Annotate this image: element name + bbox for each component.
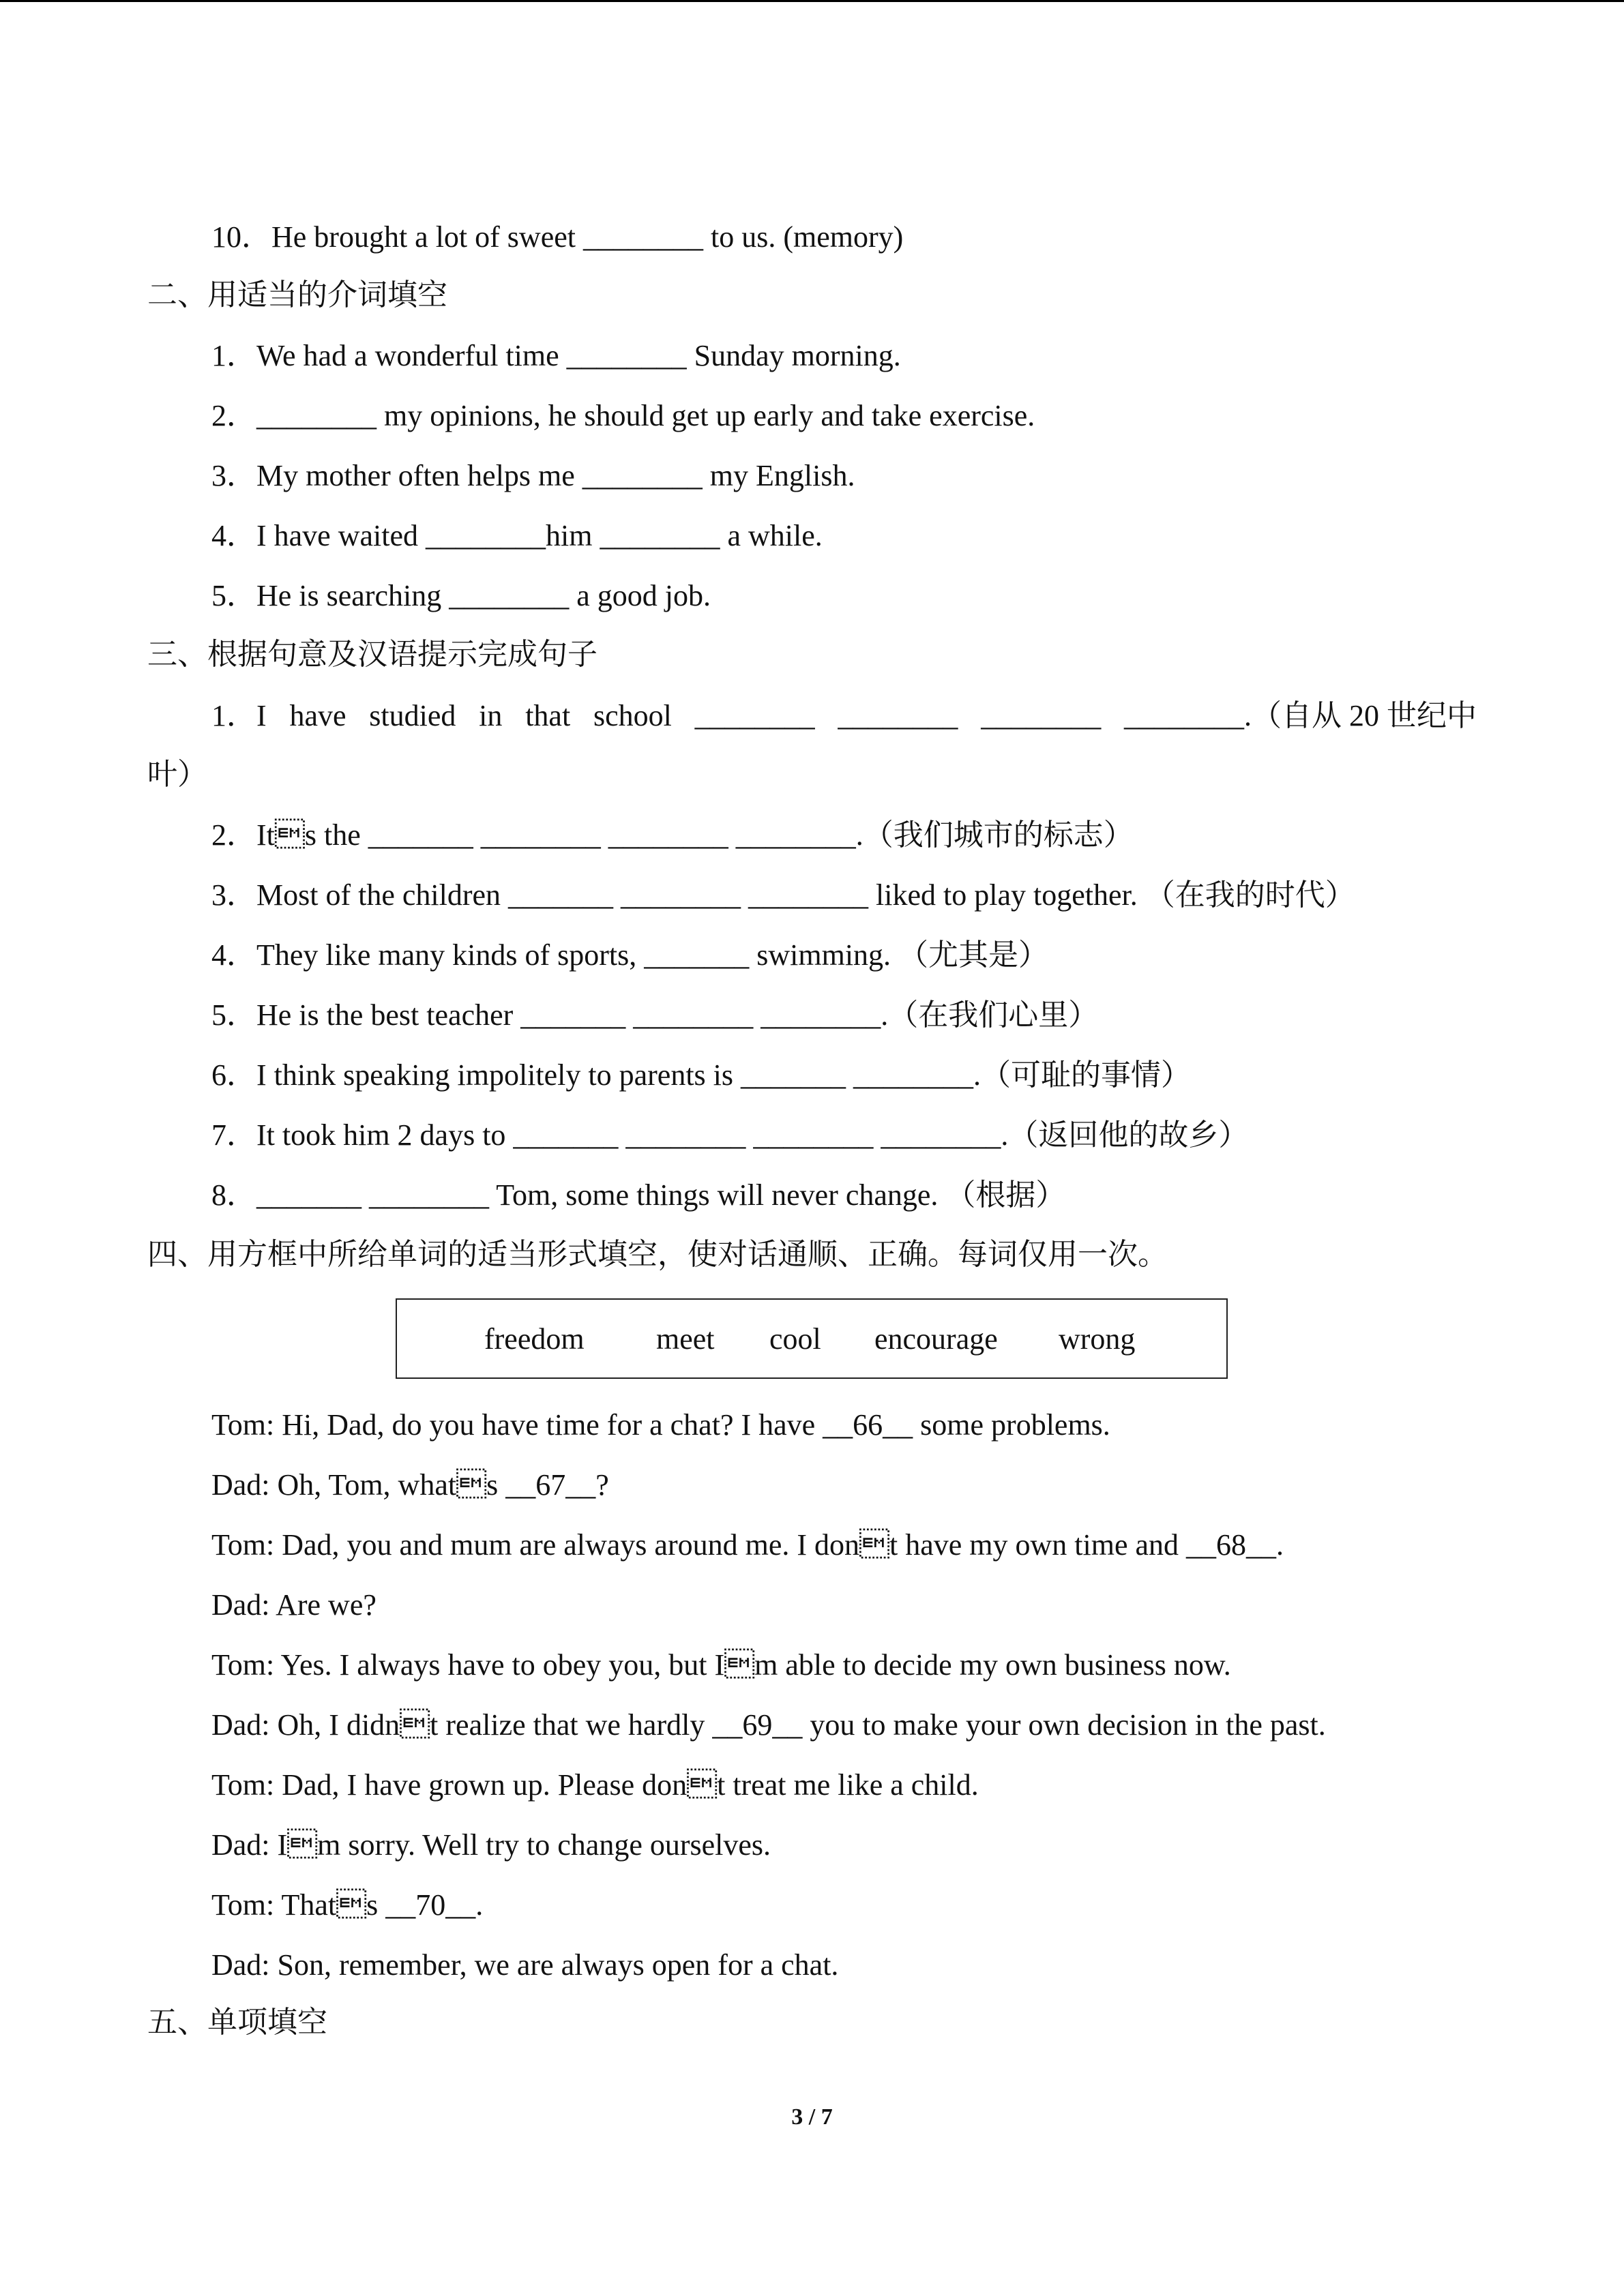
dialogue-line: Dad: Oh, I didnt realize that we hardly __69__ you to make your own decision in the past. xyxy=(211,1708,1326,1742)
s3-question-1-continuation: 叶） xyxy=(147,758,207,791)
s3-question-4: 4．They like many kinds of sports, _______ swimming. （尤其是） xyxy=(211,938,1049,972)
s3-q1-word: in xyxy=(479,699,503,732)
word-box-word: freedom xyxy=(484,1322,585,1356)
s3-question-6: 6．I think speaking impolitely to parents is _______ ________.（可耻的事情） xyxy=(211,1058,1192,1092)
s3-question-1 xyxy=(211,696,1477,736)
page-number: 3 / 7 xyxy=(791,2104,833,2130)
dialogue-line: Tom: Dad, I have grown up. Please dont treat me like a child. xyxy=(211,1768,979,1802)
s3-q1-word: ________ xyxy=(981,699,1102,732)
s2-question-1: 1．We had a wonderful time ________ Sunday morning. xyxy=(211,339,901,372)
dialogue-line: Tom: Dad, you and mum are always around me. I dont have my own time and __68__. xyxy=(211,1528,1284,1562)
dialogue-line: Dad: Son, remember, we are always open for a chat. xyxy=(211,1948,839,1982)
s3-q1-word: ________ xyxy=(838,699,958,732)
s3-q1-word: that xyxy=(525,699,571,732)
s3-q1-word: ________ xyxy=(694,699,815,732)
s3-q1-word: 1．I xyxy=(211,699,267,732)
s3-question-2: 2．Its the _______ ________ ________ ________.（我们城市的标志） xyxy=(211,818,1134,852)
s2-question-5: 5．He is searching ________ a good job. xyxy=(211,579,711,612)
question-10: 10．He brought a lot of sweet ________ to us. (memory) xyxy=(211,220,904,254)
s2-question-2: 2．________ my opinions, he should get up early and take exercise. xyxy=(211,399,1035,432)
s3-q1-word: school xyxy=(593,699,672,732)
dialogue-line: Dad: Im sorry. Well try to change ourselves. xyxy=(211,1828,771,1862)
s2-question-3: 3．My mother often helps me ________ my English. xyxy=(211,459,855,492)
top-border xyxy=(0,0,1624,2)
word-box-word: cool xyxy=(769,1322,821,1356)
section-4-heading: 四、用方框中所给单词的适当形式填空，使对话通顺、正确。每词仅用一次。 xyxy=(147,1238,1168,1271)
word-box xyxy=(396,1298,1228,1379)
section-2-heading: 二、用适当的介词填空 xyxy=(147,278,447,312)
s3-q1-word: studied xyxy=(369,699,456,732)
word-box-word: encourage xyxy=(874,1322,998,1356)
dialogue-line: Tom: Hi, Dad, do you have time for a chat? I have __66__ some problems. xyxy=(211,1408,1110,1442)
s3-question-5: 5．He is the best teacher _______ ________ ________.（在我们心里） xyxy=(211,998,1099,1032)
s3-question-8: 8．_______ ________ Tom, some things will never change. （根据） xyxy=(211,1178,1066,1212)
dialogue-line: Dad: Are we? xyxy=(211,1588,377,1622)
s3-q1-word: have xyxy=(289,699,346,732)
section-3-heading: 三、根据句意及汉语提示完成句子 xyxy=(147,638,597,671)
dialogue-line: Tom: Thats __70__. xyxy=(211,1888,484,1922)
s3-question-7: 7．It took him 2 days to _______ ________ ________ ________.（返回他的故乡） xyxy=(211,1118,1249,1152)
dialogue-line: Dad: Oh, Tom, whats __67__? xyxy=(211,1468,609,1502)
dialogue-line: Tom: Yes. I always have to obey you, but Im able to decide my own business now. xyxy=(211,1648,1231,1682)
word-box-word: wrong xyxy=(1059,1322,1136,1356)
s3-question-3: 3．Most of the children _______ ________ ________ liked to play together. （在我的时代） xyxy=(211,878,1355,912)
s3-q1-word: ________.（自从 20 世纪中 xyxy=(1123,699,1477,732)
section-5-heading: 五、单项填空 xyxy=(147,2006,327,2039)
word-box-word: meet xyxy=(656,1322,715,1356)
s2-question-4: 4．I have waited ________him ________ a while. xyxy=(211,519,823,552)
